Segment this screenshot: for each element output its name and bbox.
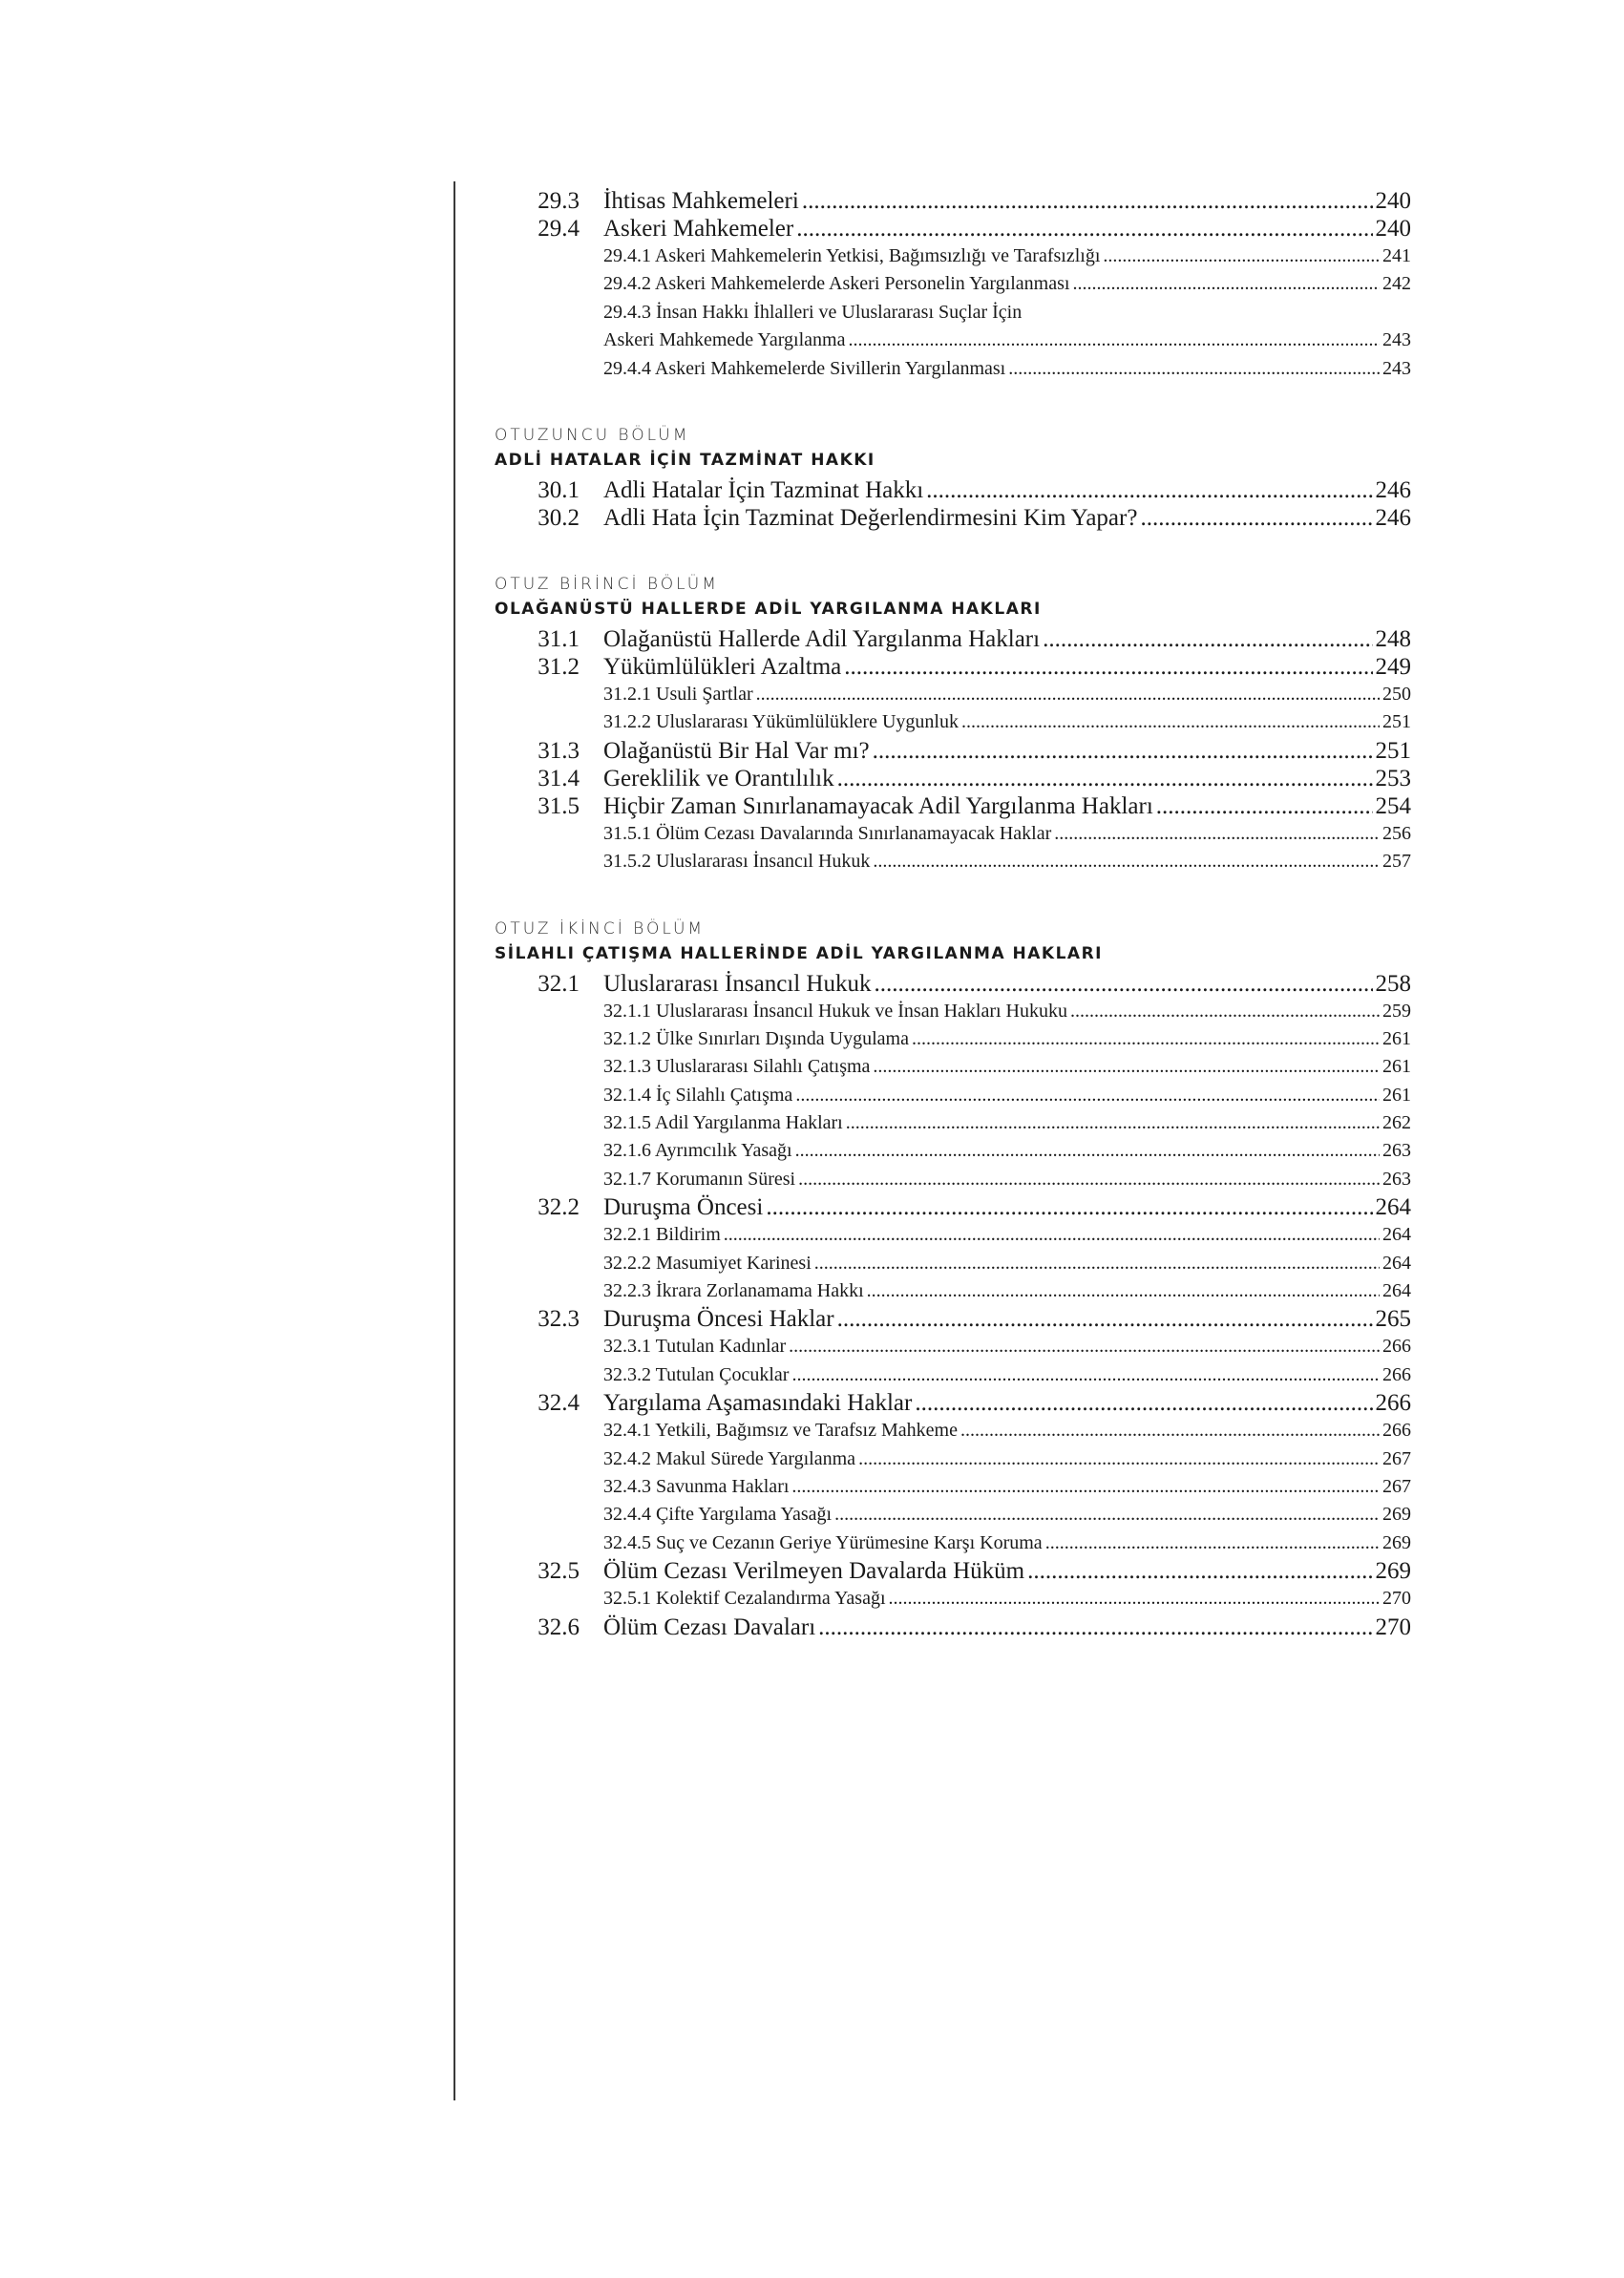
- toc-page-number: 253: [1375, 765, 1411, 791]
- toc-entry[interactable]: [495, 299, 1411, 327]
- chapter-label: OTUZ İKİNCİ BÖLÜM: [495, 918, 706, 939]
- toc-entry[interactable]: [495, 476, 1411, 504]
- toc-entry[interactable]: [495, 1305, 1411, 1333]
- toc-page-number: 246: [1375, 476, 1411, 503]
- leader-dots: [848, 327, 1380, 354]
- toc-entry[interactable]: [495, 1614, 1411, 1641]
- leader-dots: [791, 1473, 1380, 1501]
- toc-page-number: 261: [1382, 1084, 1411, 1106]
- toc-page-number: 264: [1382, 1224, 1411, 1246]
- toc-page-number: 248: [1375, 625, 1411, 652]
- leader-dots: [867, 1277, 1380, 1305]
- toc-entry-title: Askeri Mahkemeler: [603, 216, 794, 242]
- toc-entry[interactable]: [495, 1389, 1411, 1417]
- leader-dots: [1045, 1529, 1380, 1557]
- toc-entry[interactable]: [495, 792, 1411, 820]
- toc-entry-title: Duruşma Öncesi Haklar: [603, 1306, 834, 1333]
- toc-entry-title: 32.4.1 Yetkili, Bağımsız ve Tarafsız Mahkeme: [603, 1420, 958, 1442]
- leader-dots: [834, 1501, 1380, 1529]
- leader-dots: [1156, 792, 1373, 820]
- toc-entry[interactable]: [495, 970, 1411, 998]
- toc-entry[interactable]: [495, 1277, 1411, 1305]
- toc-entry-title: 31.5.2 Uluslararası İnsancıl Hukuk: [603, 851, 871, 873]
- toc-entry-title: Olağanüstü Hallerde Adil Yargılanma Hakları: [603, 625, 1041, 652]
- toc-entry[interactable]: [495, 1221, 1411, 1249]
- leader-dots: [1072, 270, 1380, 298]
- toc-entry-title: 32.1.1 Uluslararası İnsancıl Hukuk ve İnsan Hakları Hukuku: [603, 1000, 1067, 1022]
- leader-dots: [1043, 625, 1372, 653]
- toc-page-number: 251: [1382, 711, 1411, 733]
- toc-entry-title: 32.2.2 Masumiyet Karinesi: [603, 1252, 812, 1274]
- leader-dots: [818, 1614, 1372, 1641]
- toc-page-number: 262: [1382, 1112, 1411, 1134]
- toc-entry-number: 31.2: [538, 653, 580, 680]
- toc-page-number: 240: [1375, 216, 1411, 242]
- toc-entry-number: 32.6: [538, 1614, 580, 1640]
- toc-entry[interactable]: [495, 820, 1411, 848]
- toc-entry[interactable]: [495, 653, 1411, 681]
- toc-page-number: 263: [1382, 1140, 1411, 1162]
- leader-dots: [814, 1250, 1380, 1277]
- toc-entry-title: 32.2.1 Bildirim: [603, 1224, 721, 1246]
- toc-entry[interactable]: [495, 270, 1411, 298]
- leader-dots: [796, 215, 1372, 243]
- toc-page-number: 267: [1382, 1447, 1411, 1469]
- leader-dots: [791, 1361, 1380, 1389]
- leader-dots: [1070, 998, 1380, 1025]
- toc-entry[interactable]: [495, 1361, 1411, 1389]
- toc-entry[interactable]: [495, 187, 1411, 215]
- toc-page-number: 251: [1375, 737, 1411, 764]
- toc-page-number: 258: [1375, 970, 1411, 997]
- toc-page-number: 243: [1382, 357, 1411, 379]
- toc-page-number: 243: [1382, 329, 1411, 351]
- toc-page-number: 269: [1375, 1558, 1411, 1585]
- toc-entry[interactable]: [495, 1025, 1411, 1053]
- toc-entry-title: İhtisas Mahkemeleri: [603, 188, 799, 214]
- toc-entry-title: 32.1.4 İç Silahlı Çatışma: [603, 1084, 793, 1106]
- toc-entry[interactable]: [495, 504, 1411, 532]
- toc-entry-number: 31.5: [538, 792, 580, 819]
- toc-page-number: 240: [1375, 188, 1411, 214]
- leader-dots: [912, 1025, 1380, 1053]
- toc-entry-number: 31.4: [538, 765, 580, 791]
- leader-dots: [1103, 243, 1380, 270]
- toc-entry-title: 29.4.1 Askeri Mahkemelerin Yetkisi, Bağımsızlığı ve Tarafsızlığı: [603, 245, 1101, 266]
- toc-page-number: 266: [1382, 1363, 1411, 1385]
- toc-section-30: [495, 476, 1411, 532]
- toc-section-31: [495, 625, 1411, 876]
- toc-entry[interactable]: [495, 1166, 1411, 1193]
- leader-dots: [837, 765, 1373, 792]
- toc-entry-number: 29.3: [538, 188, 580, 214]
- toc-entry-title: 31.2.2 Uluslararası Yükümlülüklere Uygunluk: [603, 711, 959, 733]
- toc-entry[interactable]: [495, 1557, 1411, 1585]
- toc-entry-title: Olağanüstü Bir Hal Var mı?: [603, 737, 870, 764]
- toc-entry[interactable]: [495, 1109, 1411, 1137]
- toc-page-number: 266: [1382, 1336, 1411, 1358]
- toc-entry-title: 32.5.1 Kolektif Cezalandırma Yasağı: [603, 1588, 886, 1610]
- toc-entry[interactable]: [495, 848, 1411, 875]
- toc-page-number: 246: [1375, 504, 1411, 531]
- leader-dots: [873, 737, 1373, 765]
- leader-dots: [766, 1193, 1372, 1221]
- toc-page-number: 267: [1382, 1475, 1411, 1497]
- toc-page-number: 241: [1382, 245, 1411, 266]
- toc-entry[interactable]: [495, 1193, 1411, 1221]
- toc-entry-number: 32.3: [538, 1306, 580, 1333]
- chapter-label: OTUZ BİRİNCİ BÖLÜM: [495, 574, 719, 594]
- toc-entry-title: 32.3.2 Tutulan Çocuklar: [603, 1363, 790, 1385]
- toc-entry-title: Duruşma Öncesi: [603, 1194, 764, 1221]
- toc-entry-number: 30.2: [538, 504, 580, 531]
- toc-entry-title: 32.4.4 Çifte Yargılama Yasağı: [603, 1504, 833, 1526]
- toc-entry-number: 29.4: [538, 216, 580, 242]
- toc-entry[interactable]: [495, 1333, 1411, 1360]
- toc-entry-title: Yargılama Aşamasındaki Haklar: [603, 1390, 913, 1417]
- toc-entry-title: Hiçbir Zaman Sınırlanamayacak Adil Yargılanma Hakları: [603, 792, 1153, 819]
- toc-entry[interactable]: [495, 737, 1411, 765]
- toc-entry-title: Adli Hata İçin Tazminat Değerlendirmesini Kim Yapar?: [603, 504, 1138, 531]
- toc-entry[interactable]: [495, 625, 1411, 653]
- toc-page-number: 269: [1382, 1531, 1411, 1553]
- toc-entry-title: 31.2.1 Usuli Şartlar: [603, 683, 753, 705]
- toc-entry-title: 32.1.7 Korumanın Süresi: [603, 1168, 796, 1190]
- toc-entry[interactable]: [495, 708, 1411, 736]
- toc-page-number: 269: [1382, 1504, 1411, 1526]
- toc-entry-title: Yükümlülükleri Azaltma: [603, 653, 842, 680]
- toc-entry-title: 32.1.2 Ülke Sınırları Dışında Uygulama: [603, 1027, 909, 1049]
- toc-entry-title: 32.2.3 İkrara Zorlanamama Hakkı: [603, 1280, 864, 1302]
- toc-entry[interactable]: [495, 215, 1411, 243]
- leader-dots: [1027, 1557, 1372, 1585]
- toc-entry[interactable]: [495, 1585, 1411, 1613]
- toc-page-number: 265: [1375, 1306, 1411, 1333]
- leader-dots: [1054, 820, 1380, 848]
- toc-entry[interactable]: [495, 1082, 1411, 1109]
- toc-entry-title: Uluslararası İnsancıl Hukuk: [603, 970, 872, 997]
- chapter-title: SİLAHLI ÇATIŞMA HALLERİNDE ADİL YARGILANMA HAKLARI: [495, 943, 1104, 963]
- toc-page-number: 270: [1375, 1614, 1411, 1640]
- toc-page-number: 263: [1382, 1168, 1411, 1190]
- toc-entry-number: 32.2: [538, 1194, 580, 1221]
- toc-entry[interactable]: [495, 998, 1411, 1025]
- toc-entry-number: 32.1: [538, 970, 580, 997]
- toc-entry-title: Askeri Mahkemede Yargılanma: [603, 329, 846, 351]
- toc-entry[interactable]: [495, 1501, 1411, 1529]
- toc-page-number: 261: [1382, 1056, 1411, 1078]
- toc-entry[interactable]: [495, 243, 1411, 270]
- leader-dots: [915, 1389, 1372, 1417]
- toc-entry[interactable]: [495, 1445, 1411, 1473]
- leader-dots: [798, 1166, 1380, 1193]
- toc-entry[interactable]: [495, 1137, 1411, 1165]
- leader-dots: [961, 708, 1380, 736]
- leader-dots: [789, 1333, 1380, 1360]
- leader-dots: [889, 1585, 1381, 1613]
- toc-entry-title: Ölüm Cezası Davaları: [603, 1614, 816, 1640]
- toc-section-29: [495, 187, 1411, 299]
- toc-entry-title: Adli Hatalar İçin Tazminat Hakkı: [603, 476, 924, 503]
- toc-entry[interactable]: [495, 1053, 1411, 1081]
- toc-page-number: 256: [1382, 822, 1411, 844]
- leader-dots: [846, 1109, 1380, 1137]
- leader-dots: [795, 1082, 1380, 1109]
- table-of-contents: [495, 187, 1411, 1641]
- toc-entry-number: 31.3: [538, 737, 580, 764]
- leader-dots: [1008, 355, 1380, 383]
- toc-entry-title: 32.3.1 Tutulan Kadınlar: [603, 1336, 787, 1358]
- toc-page-number: 264: [1382, 1280, 1411, 1302]
- toc-page-number: 254: [1375, 792, 1411, 819]
- toc-entry[interactable]: [495, 1473, 1411, 1501]
- leader-dots: [1140, 504, 1372, 532]
- toc-entry-title: Gereklilik ve Orantılılık: [603, 765, 834, 791]
- toc-entry[interactable]: [495, 355, 1411, 383]
- leader-dots: [873, 1053, 1380, 1081]
- toc-entry-title: 32.1.6 Ayrımcılık Yasağı: [603, 1140, 792, 1162]
- toc-entry-number: 32.4: [538, 1390, 580, 1417]
- toc-page-number: 242: [1382, 273, 1411, 295]
- toc-entry[interactable]: [495, 681, 1411, 708]
- leader-dots: [874, 970, 1372, 998]
- toc-entry-title: 32.1.3 Uluslararası Silahlı Çatışma: [603, 1056, 871, 1078]
- leader-dots: [858, 1445, 1380, 1473]
- leader-dots: [960, 1417, 1380, 1445]
- margin-rule: [453, 181, 455, 2100]
- toc-entry-title: 29.4.3 İnsan Hakkı İhlalleri ve Uluslararası Suçlar İçin: [603, 301, 1023, 323]
- leader-dots: [802, 187, 1373, 215]
- leader-dots: [873, 848, 1380, 875]
- toc-page-number: 266: [1382, 1420, 1411, 1442]
- toc-page-number: 264: [1382, 1252, 1411, 1274]
- leader-dots: [795, 1137, 1380, 1165]
- toc-entry-title: 31.5.1 Ölüm Cezası Davalarında Sınırlanamayacak Haklar: [603, 822, 1052, 844]
- toc-page-number: 259: [1382, 1000, 1411, 1022]
- toc-page-number: 266: [1375, 1390, 1411, 1417]
- toc-page-number: 270: [1382, 1588, 1411, 1610]
- toc-entry-title: 29.4.4 Askeri Mahkemelerde Sivillerin Yargılanması: [603, 357, 1006, 379]
- toc-entry-number: 30.1: [538, 476, 580, 503]
- toc-entry[interactable]: [495, 1529, 1411, 1557]
- toc-entry-title: 29.4.2 Askeri Mahkemelerde Askeri Personelin Yargılanması: [603, 273, 1070, 295]
- toc-entry-title: 32.4.3 Savunma Hakları: [603, 1475, 790, 1497]
- toc-page-number: 257: [1382, 851, 1411, 873]
- toc-page-number: 250: [1382, 683, 1411, 705]
- chapter-title: OLAĞANÜSTÜ HALLERDE ADİL YARGILANMA HAKLARI: [495, 599, 1042, 619]
- toc-page-number: 249: [1375, 653, 1411, 680]
- leader-dots: [756, 681, 1380, 708]
- toc-entry-title: 32.1.5 Adil Yargılanma Hakları: [603, 1112, 843, 1134]
- toc-entry-number: 32.5: [538, 1558, 580, 1585]
- leader-dots: [844, 653, 1372, 681]
- toc-page-number: 261: [1382, 1027, 1411, 1049]
- toc-entry-number: 31.1: [538, 625, 580, 652]
- toc-page-number: 264: [1375, 1194, 1411, 1221]
- toc-entry-continuation[interactable]: [495, 327, 1411, 354]
- toc-entry[interactable]: [495, 1417, 1411, 1445]
- toc-entry-title: 32.4.5 Suç ve Cezanın Geriye Yürümesine Karşı Koruma: [603, 1531, 1043, 1553]
- leader-dots: [837, 1305, 1373, 1333]
- toc-section-32: [495, 970, 1411, 1641]
- toc-entry[interactable]: [495, 765, 1411, 792]
- leader-dots: [724, 1221, 1380, 1249]
- leader-dots: [926, 476, 1372, 504]
- chapter-title: ADLİ HATALAR İÇİN TAZMİNAT HAKKI: [495, 450, 875, 470]
- toc-entry-title: 32.4.2 Makul Sürede Yargılanma: [603, 1447, 856, 1469]
- toc-entry-title: Ölüm Cezası Verilmeyen Davalarda Hüküm: [603, 1558, 1025, 1585]
- toc-entry[interactable]: [495, 1250, 1411, 1277]
- chapter-label: OTUZUNCU BÖLÜM: [495, 425, 690, 445]
